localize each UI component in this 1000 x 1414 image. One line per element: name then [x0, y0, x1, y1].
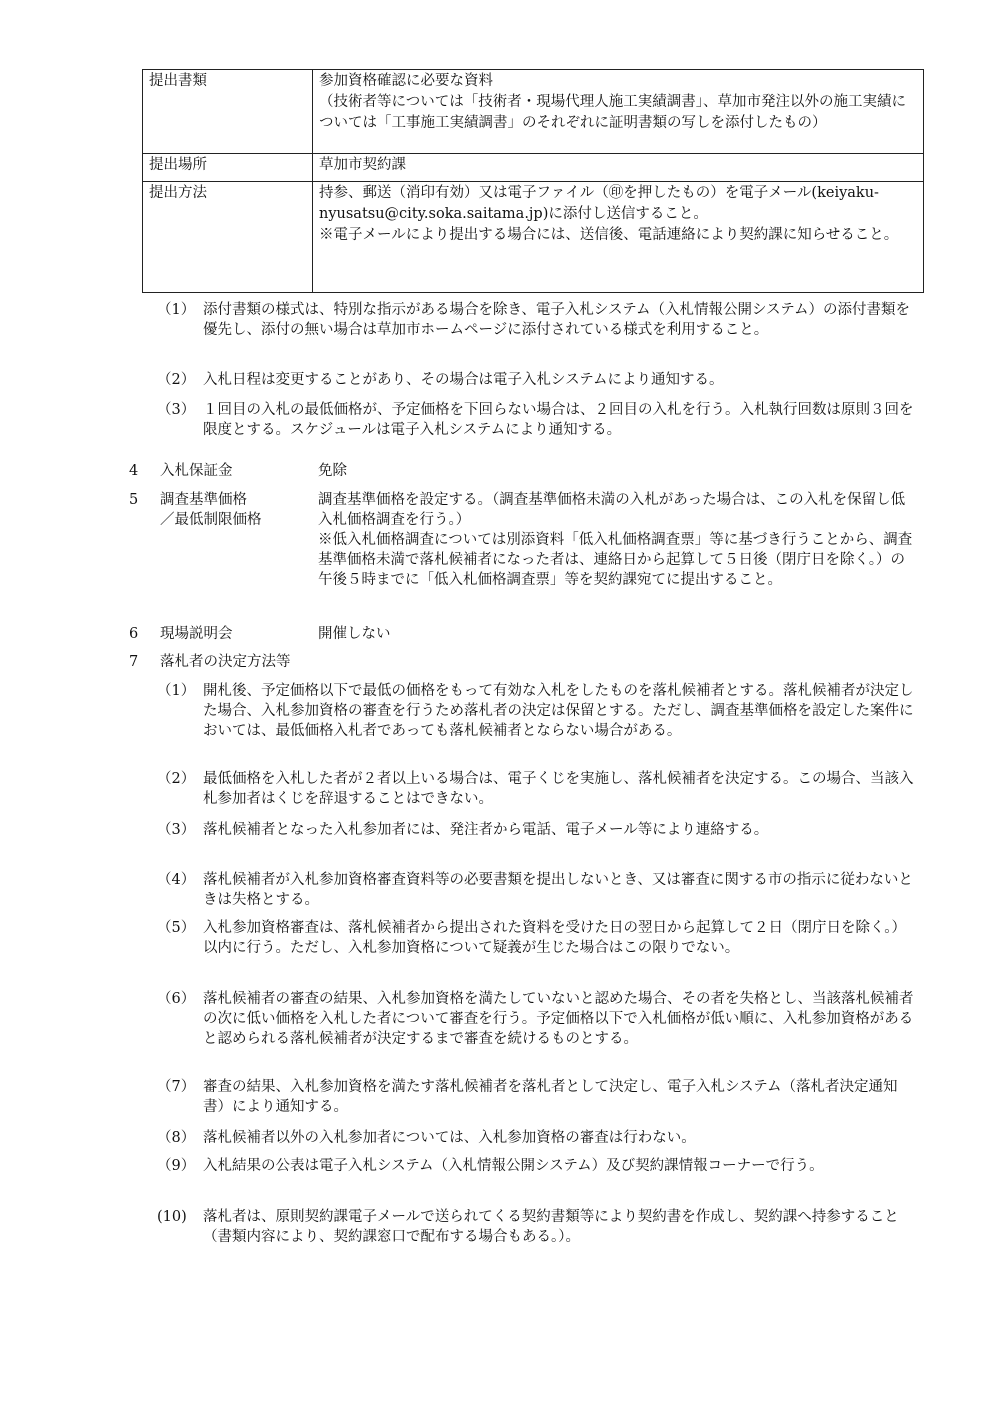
table-row: [143, 182, 924, 293]
item-text: １回目の入札の最低価格が、予定価格を下回らない場合は、２回目の入札を行う。入札執行回数は原則３回を限度とする。スケジュールは電子入札システムにより通知する。: [203, 402, 914, 438]
row-label: 提出方法: [143, 182, 313, 293]
section-value: 免除: [318, 463, 347, 479]
item-number: （2）: [157, 771, 196, 787]
section-number: 5: [129, 492, 139, 508]
value-line: 調査基準価格を設定する。（調査基準価格未満の入札があった場合は、この入札を保留し低入札価格調査を行う。）: [318, 492, 906, 528]
item-text: 最低価格を入札した者が２者以上いる場合は、電子くじを実施し、落札候補者を決定する。この場合、当該入札参加者はくじを辞退することはできない。: [203, 771, 914, 807]
value-line: 参加資格確認に必要な資料: [319, 73, 493, 89]
row-label: 提出場所: [143, 154, 313, 182]
item-text: 添付書類の様式は、特別な指示がある場合を除き、電子入札システム（入札情報公開システム）の添付書類を優先し、添付の無い場合は草加市ホームページに添付されている様式を利用すること。: [203, 302, 911, 338]
item-number: （6）: [157, 991, 196, 1007]
section-title: 落札者の決定方法等: [160, 654, 291, 670]
submission-table: [142, 69, 924, 293]
section-number: 6: [129, 626, 139, 642]
item-number: （2）: [157, 372, 196, 388]
section-title: 調査基準価格: [160, 492, 247, 508]
section-title-line2: ／最低制限価格: [160, 512, 262, 528]
section-value: [318, 490, 913, 590]
value-line: （技術者等については「技術者・現場代理人施工実績調書」、草加市発注以外の施工実績については「工事施工実績調書」のそれぞれに証明書類の写しを添付したもの）: [319, 94, 906, 131]
section-number: 4: [129, 463, 139, 479]
item-number: （1）: [157, 683, 196, 699]
table-row: [143, 154, 924, 182]
value-line: ※電子メールにより提出する場合には、送信後、電話連絡により契約課に知らせること。: [319, 227, 899, 243]
value-line: 草加市契約課: [319, 157, 406, 173]
item-number: （5）: [157, 920, 196, 936]
section-5: [0, 490, 1000, 620]
item-number: （8）: [157, 1130, 196, 1146]
item-number: (10): [157, 1209, 187, 1225]
item-text: 落札候補者が入札参加資格審査資料等の必要書類を提出しないとき、又は審査に関する市の指示に従わないときは失格とする。: [203, 872, 913, 908]
item-number: （3）: [157, 402, 196, 418]
value-line: ※低入札価格調査については別添資料「低入札価格調査票」等に基づき行うことから、調査基準価格未満で落札候補者になった者は、連絡日から起算して５日後（閉庁日を除く。）の午後５時までに「低入札価格調査票」等を契約課宛てに提出すること。: [318, 532, 913, 588]
section-number: 7: [129, 654, 139, 670]
item-number: （4）: [157, 872, 196, 888]
item-text: 入札日程は変更することがあり、その場合は電子入札システムにより通知する。: [203, 372, 724, 388]
item-text: 落札候補者の審査の結果、入札参加資格を満たしていないと認めた場合、その者を失格とし、当該落札候補者の次に低い価格を入札した者について審査を行う。予定価格以下で入札価格が低い順に、入札参加資格があると認められる落札候補者が決定するまで審査を続けるものとする。: [203, 991, 914, 1047]
item-number: （7）: [157, 1079, 196, 1095]
item-text: 落札候補者以外の入札参加者については、入札参加資格の審査は行わない。: [203, 1130, 696, 1146]
table-row: [143, 70, 924, 154]
value-line: 持参、郵送（消印有効）又は電子ファイル（㊞を押したもの）を電子メール(keiyaku-nyusatsu@city.soka.saitama.jp)に添付し送信すること。: [319, 185, 879, 222]
row-label: 提出書類: [143, 70, 313, 154]
item-number: （1）: [157, 302, 196, 318]
item-text: 審査の結果、入札参加資格を満たす落札候補者を落札者として決定し、電子入札システム（落札者決定通知書）により通知する。: [203, 1079, 898, 1115]
item-text: 入札参加資格審査は、落札候補者から提出された資料を受けた日の翌日から起算して２日（閉庁日を除く。）以内に行う。ただし、入札参加資格について疑義が生じた場合はこの限りでない。: [203, 920, 906, 956]
section-value: 開催しない: [318, 626, 391, 642]
item-text: 入札結果の公表は電子入札システム（入札情報公開システム）及び契約課情報コーナーで行う。: [203, 1158, 824, 1174]
section-title: 現場説明会: [160, 626, 233, 642]
row-value: [313, 154, 924, 182]
row-value: [313, 182, 924, 293]
item-number: （3）: [157, 822, 196, 838]
item-text: 落札者は、原則契約課電子メールで送られてくる契約書類等により契約書を作成し、契約課へ持参すること（書類内容により、契約課窓口で配布する場合もある。）。: [203, 1209, 899, 1245]
item-number: （9）: [157, 1158, 196, 1174]
item-text: 開札後、予定価格以下で最低の価格をもって有効な入札をしたものを落札候補者とする。落札候補者が決定した場合、入札参加資格の審査を行うため落札者の決定は保留とする。ただし、調査基準価格を設定した案件においては、最低価格入札者であっても落札候補者とならない場合がある。: [203, 683, 914, 739]
row-value: [313, 70, 924, 154]
item-text: 落札候補者となった入札参加者には、発注者から電話、電子メール等により連絡する。: [203, 822, 769, 838]
section-title: 入札保証金: [160, 463, 233, 479]
